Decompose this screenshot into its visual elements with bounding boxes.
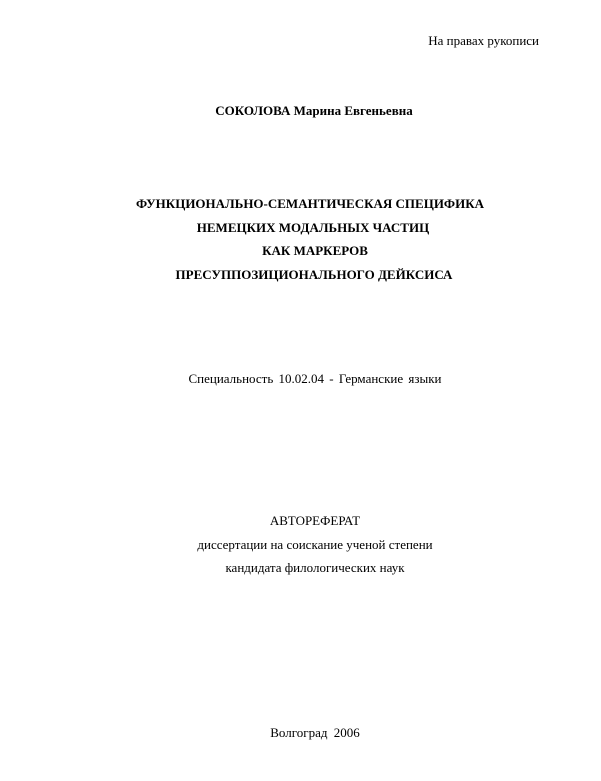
abstract-line-1: диссертации на соискание ученой степени <box>197 537 433 552</box>
title-line-1: ФУНКЦИОНАЛЬНО-СЕМАНТИЧЕСКАЯ СПЕЦИФИКА <box>135 196 485 211</box>
place-year: Волгоград 2006 <box>270 725 360 740</box>
title-line-4: ПРЕСУППОЗИЦИОНАЛЬНОГО ДЕЙКСИСА <box>175 267 453 282</box>
rights-note: На правах рукописи <box>428 33 539 48</box>
abstract-label: АВТОРЕФЕРАТ <box>269 513 361 528</box>
author-name: СОКОЛОВА Марина Евгеньевна <box>215 103 413 118</box>
specialty-line: Специальность 10.02.04 - Германские языки <box>188 371 442 386</box>
title-line-3: КАК МАРКЕРОВ <box>262 243 368 258</box>
abstract-line-2: кандидата филологических наук <box>225 560 405 575</box>
title-line-2: НЕМЕЦКИХ МОДАЛЬНЫХ ЧАСТИЦ <box>196 220 430 235</box>
